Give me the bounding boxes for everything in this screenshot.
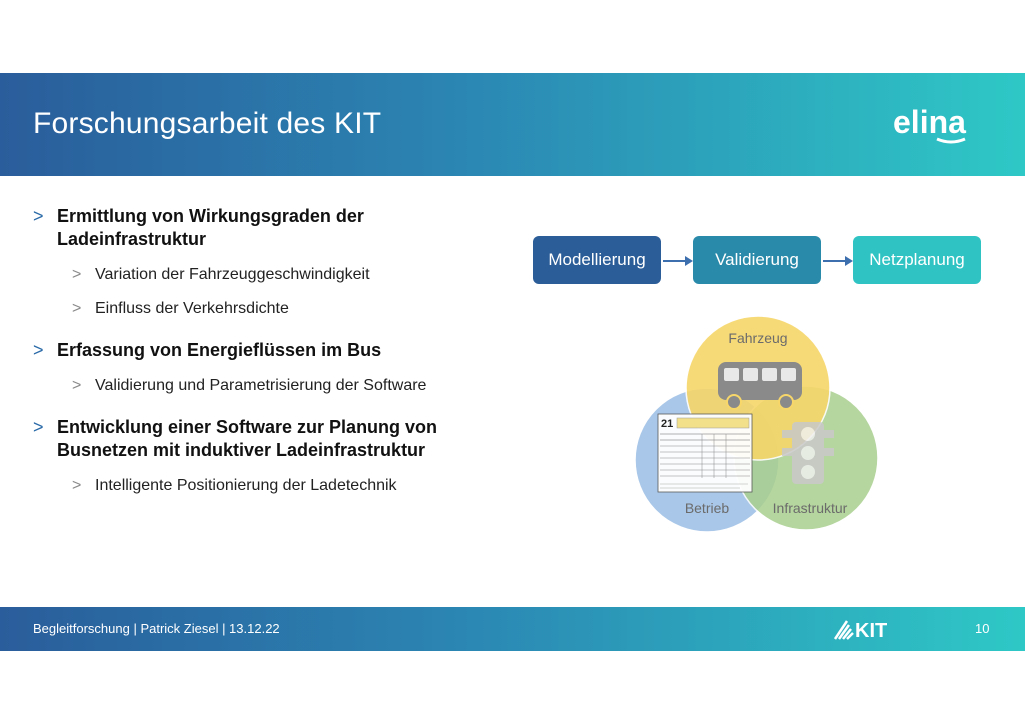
bullet-2-sub-1: > Validierung und Parametrisierung der Software <box>72 377 427 394</box>
arrow-icon <box>685 256 693 266</box>
bullet-1-text: Ermittlung von Wirkungsgraden der Ladeinfrastruktur <box>57 206 364 249</box>
venn-label-betrieb: Betrieb <box>684 500 730 516</box>
bullet-2: > Erfassung von Energieflüssen im Bus <box>33 340 382 360</box>
page-title: Forschungsarbeit des KIT <box>33 107 382 140</box>
header-banner <box>0 73 1025 176</box>
bullet-3: > Entwicklung einer Software zur Planung von Busnetzen mit induktiver Ladeinfrastruktur <box>33 417 438 460</box>
process-flow <box>533 236 983 286</box>
flow-arrows <box>533 236 983 286</box>
bullet-1-sub-1: > Variation der Fahrzeuggeschwindigkeit <box>72 266 370 283</box>
bullet-3-text: Entwicklung einer Software zur Planung von Busnetzen mit induktiver Ladeinfrastruktur <box>57 417 438 460</box>
venn-label-fahrzeug: Fahrzeug <box>728 330 788 346</box>
page-number: 10 <box>975 621 990 636</box>
flow-step-netzplanung: Netzplanung <box>853 236 981 284</box>
elina-logo-text: elina <box>893 105 966 140</box>
kit-logo-text: KIT <box>855 620 888 642</box>
bullet-3-sub-1-text: Intelligente Positionierung der Ladetechnik <box>95 477 397 494</box>
bullet-1-sub-1-text: Variation der Fahrzeuggeschwindigkeit <box>95 266 370 283</box>
elina-logo <box>893 105 993 145</box>
bullet-3-sub-1: > Intelligente Positionierung der Ladetechnik <box>72 477 397 494</box>
bullet-1-sub-2: > Einfluss der Verkehrsdichte <box>72 300 289 317</box>
flow-step-validierung: Validierung <box>693 236 821 284</box>
bullet-2-sub-1-text: Validierung und Parametrisierung der Software <box>95 377 427 394</box>
bullet-2-text: Erfassung von Energieflüssen im Bus <box>57 340 382 360</box>
venn-label-infrastruktur: Infrastruktur <box>772 500 848 516</box>
bullet-1-sub-2-text: Einfluss der Verkehrsdichte <box>95 300 289 317</box>
bullet-list <box>33 205 493 496</box>
timetable-number: 21 <box>661 418 674 430</box>
flow-step-modellierung: Modellierung <box>533 236 661 284</box>
arrow-icon <box>845 256 853 266</box>
venn-diagram <box>630 310 890 540</box>
bullet-1: > Ermittlung von Wirkungsgraden der Ladeinfrastruktur <box>33 206 364 249</box>
footer-text: Begleitforschung | Patrick Ziesel | 13.12.22 <box>33 621 280 636</box>
footer-banner <box>0 607 1025 651</box>
kit-logo-rays <box>835 621 853 639</box>
kit-logo <box>833 615 893 645</box>
timetable-document-icon <box>658 414 752 492</box>
